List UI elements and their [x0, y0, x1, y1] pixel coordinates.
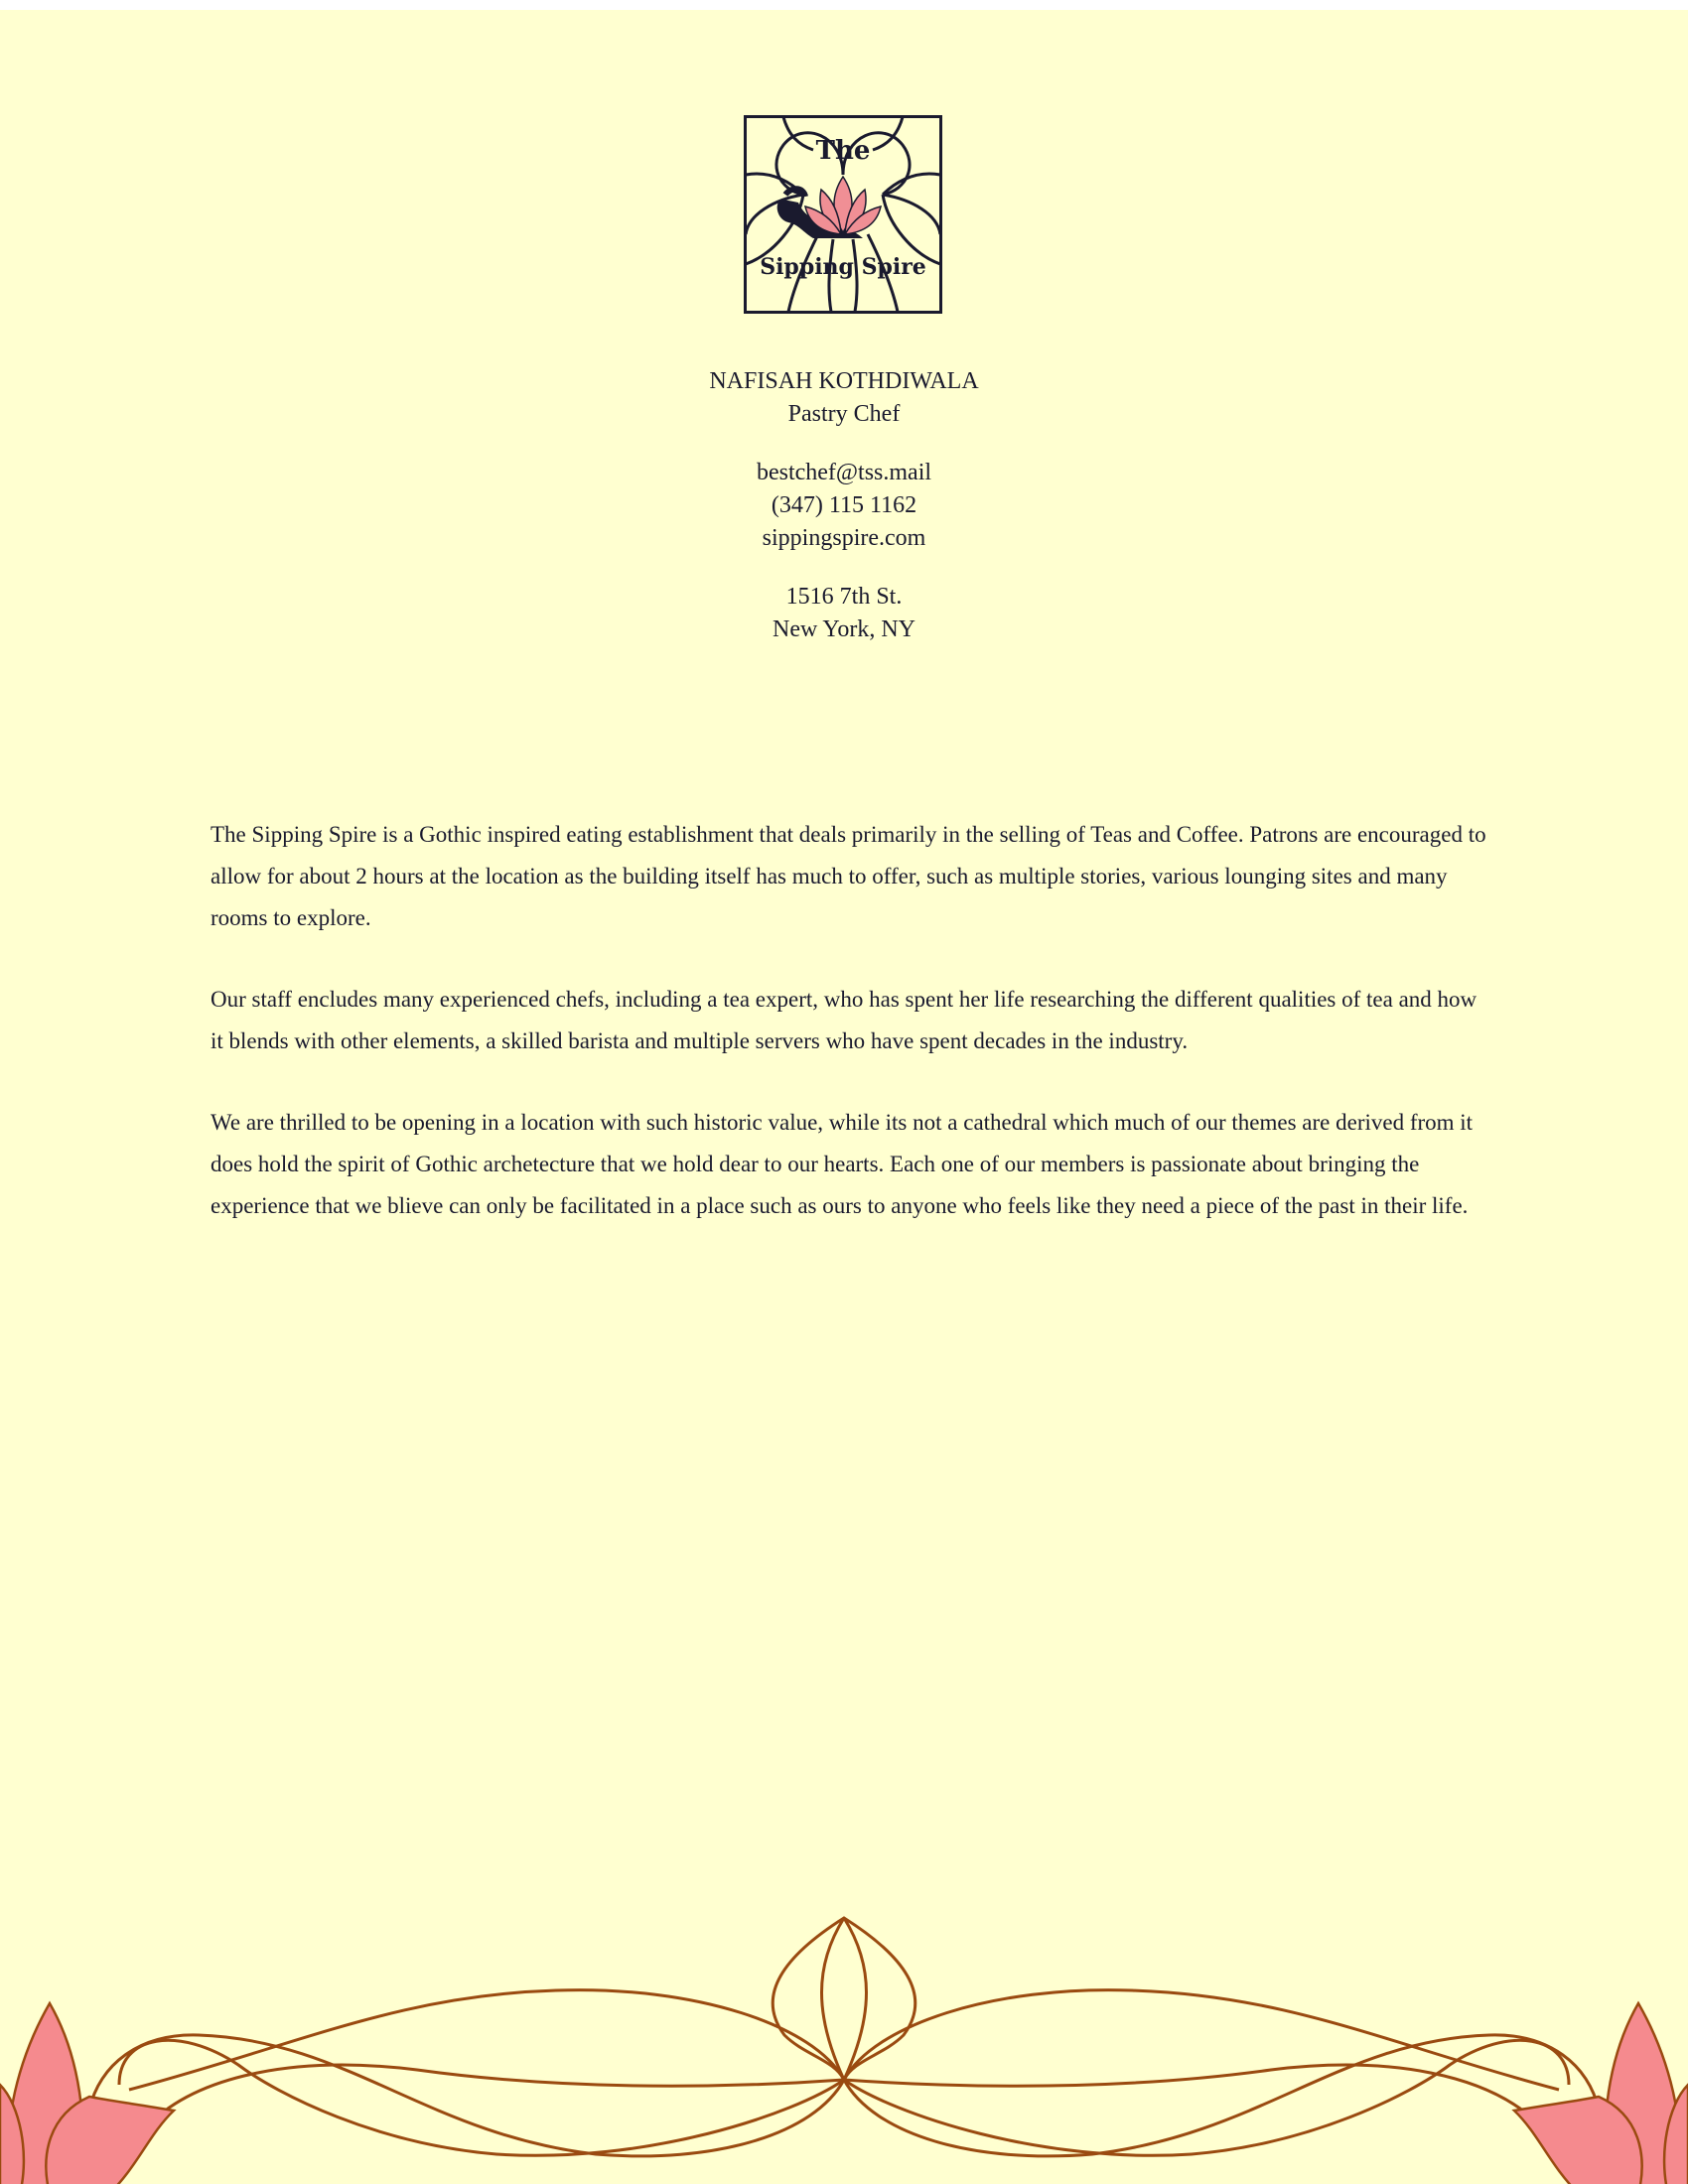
- footer-ornament: [0, 1866, 1688, 2184]
- sipping-spire-logo: [744, 115, 942, 314]
- website: sippingspire.com: [762, 525, 926, 551]
- phone-number: (347) 115 1162: [771, 492, 917, 518]
- email-address: bestchef@tss.mail: [756, 460, 932, 485]
- logo-text-the: The: [815, 136, 871, 166]
- body-paragraph: The Sipping Spire is a Gothic inspired eating establishment that deals primarily in the selling of Teas and Coffee. Patrons are encouraged to allow for about 2 hours at the location as the building itself has much to offer, such as multiple stories, various lounging sites and many rooms to explore.: [211, 822, 1486, 930]
- contact-block: [0, 457, 1688, 555]
- letterhead-page: [0, 10, 1688, 2184]
- address-city: New York, NY: [772, 616, 915, 642]
- identity-block: [0, 365, 1688, 431]
- logo-graphic: [744, 115, 942, 314]
- address-street: 1516 7th St.: [785, 584, 903, 610]
- body-paragraph: Our staff encludes many experienced chefs, including a tea expert, who has spent her life researching the different qualities of tea and how it blends with other elements, a skilled barista and multiple servers who have spent decades in the industry.: [211, 987, 1477, 1053]
- logo-text-name: Sipping Spire: [760, 254, 926, 280]
- body-paragraph: We are thrilled to be opening in a location with such historic value, while its not a cathedral which much of our themes are derived from it does hold the spirit of Gothic archetecture that we hold dear to our hearts. Each one of our members is passionate about bringing the experience that we blieve can only be facilitated in a place such as ours to anyone who feels like they need a piece of the past in their life.: [211, 1110, 1474, 1218]
- person-name: NAFISAH KOTHDIWALA: [709, 368, 979, 394]
- contact-header: [0, 365, 1688, 672]
- lotus-vine-ornament: [0, 1866, 1688, 2184]
- address-block: [0, 581, 1688, 646]
- person-role: Pastry Chef: [787, 401, 901, 427]
- letter-body: [211, 814, 1491, 1267]
